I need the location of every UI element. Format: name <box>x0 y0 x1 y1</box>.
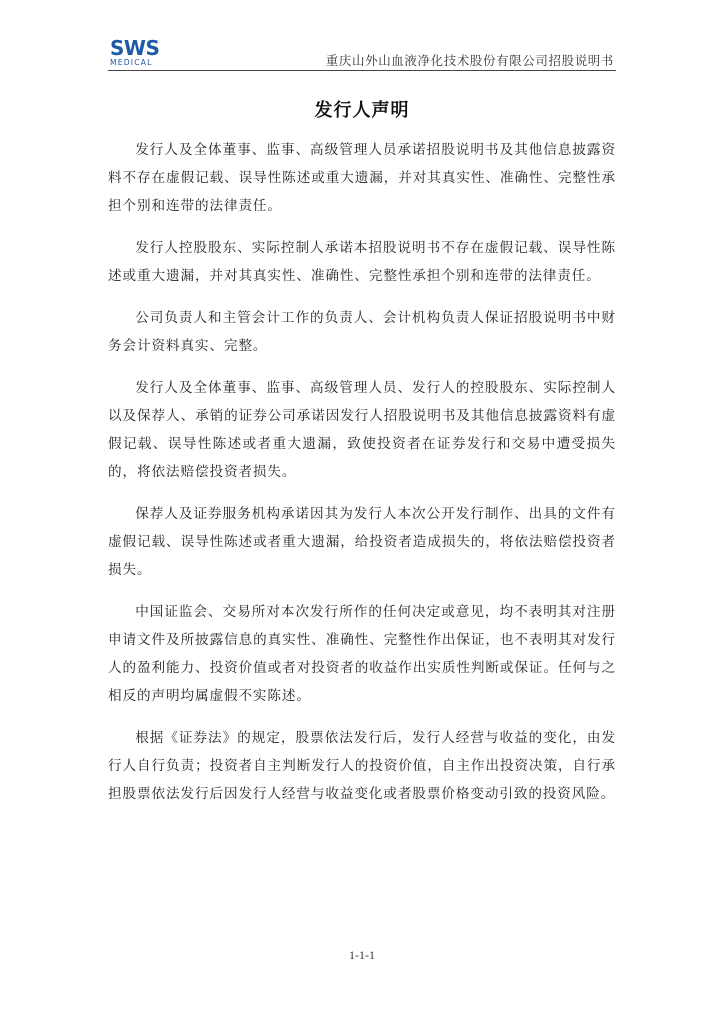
page-header <box>108 36 616 71</box>
page-title: 发行人声明 <box>314 100 410 121</box>
paragraph: 发行人控股股东、实际控制人承诺本招股说明书不存在虚假记载、误导性陈述或重大遗漏，并对其真实性、准确性、完整性承担个别和连带的法律责任。 <box>108 240 616 284</box>
page-number: 1-1-1 <box>349 948 375 962</box>
paragraph: 保荐人及证券服务机构承诺因其为发行人本次公开发行制作、出具的文件有虚假记载、误导性陈述或者重大遗漏，给投资者造成损失的，将依法赔偿投资者损失。 <box>108 506 616 578</box>
paragraph: 中国证监会、交易所对本次发行所作的任何决定或意见，均不表明其对注册申请文件及所披露信息的真实性、准确性、完整性作出保证，也不表明其对发行人的盈利能力、投资价值或者对投资者的收益作出实质性判断或保证。任何与之相反的声明均属虚假不实陈述。 <box>108 604 616 704</box>
paragraph: 发行人及全体董事、监事、高级管理人员承诺招股说明书及其他信息披露资料不存在虚假记载、误导性陈述或重大遗漏，并对其真实性、准确性、完整性承担个别和连带的法律责任。 <box>108 142 616 214</box>
paragraph: 发行人及全体董事、监事、高级管理人员、发行人的控股股东、实际控制人以及保荐人、承销的证券公司承诺因发行人招股说明书及其他信息披露资料有虚假记载、误导性陈述或者重大遗漏，致使投资者在证券发行和交易中遭受损失的，将依法赔偿投资者损失。 <box>108 380 616 480</box>
sws-medical-logo <box>110 38 170 68</box>
company-name: 重庆山外山血液净化技术股份有限公司招股说明书 <box>325 53 614 68</box>
paragraph: 根据《证券法》的规定，股票依法发行后，发行人经营与收益的变化，由发行人自行负责；投资者自主判断发行人的投资价值，自主作出投资决策，自行承担股票依法发行后因发行人经营与收益变化或者股票价格变动引致的投资风险。 <box>108 730 616 802</box>
logo-subtitle: MEDICAL <box>110 58 153 67</box>
paragraph: 公司负责人和主管会计工作的负责人、会计机构负责人保证招股说明书中财务会计资料真实、完整。 <box>108 310 616 354</box>
logo-wordmark: SWS <box>110 36 160 60</box>
declaration-body <box>108 136 616 822</box>
